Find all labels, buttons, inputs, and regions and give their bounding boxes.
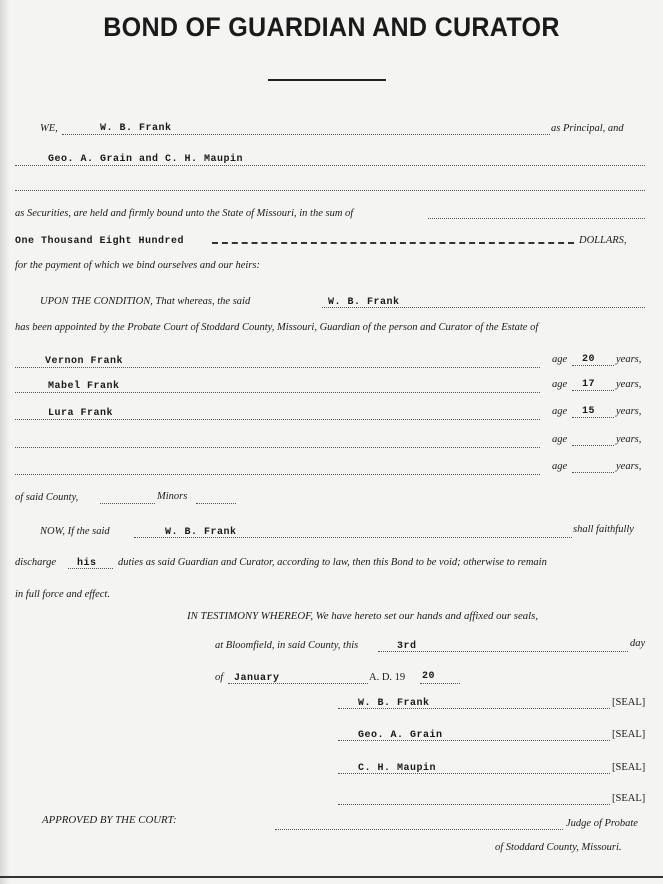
- scan-edge: [0, 0, 10, 884]
- minors-label: Minors: [157, 491, 188, 502]
- sum-dashes: [212, 242, 574, 244]
- securities-text: as Securities, are held and firmly bound unto the State of Missouri, in the sum of: [15, 208, 354, 219]
- day-value: 3rd: [397, 641, 417, 652]
- judge-line: [275, 828, 563, 830]
- signature-name: W. B. Frank: [358, 698, 430, 709]
- as-principal-label: as Principal, and: [551, 123, 624, 134]
- his-value: his: [77, 558, 97, 569]
- age-label: age: [552, 434, 568, 445]
- day-label: day: [630, 638, 646, 649]
- faithfully-label: shall faithfully: [573, 524, 634, 535]
- full-force-text: in full force and effect.: [15, 589, 110, 600]
- bottom-rule: [0, 876, 663, 878]
- ward-age: 17: [582, 379, 596, 390]
- of-stoddard-label: of Stoddard County, Missouri.: [495, 842, 622, 853]
- judge-label: Judge of Probate: [566, 818, 638, 829]
- seal-label: [SEAL]: [612, 697, 646, 708]
- ward-age: 15: [582, 406, 596, 417]
- age-label: age: [552, 379, 568, 390]
- years-label: years,: [616, 406, 642, 417]
- sum-line-end: [428, 217, 645, 219]
- testimony-text: IN TESTIMONY WHEREOF, We have hereto set our hands and affixed our seals,: [187, 610, 539, 622]
- of-label: of: [215, 672, 224, 683]
- document-title: BOND OF GUARDIAN AND CURATOR: [103, 12, 560, 42]
- years-label: years,: [616, 461, 642, 472]
- now-name: W. B. Frank: [165, 527, 237, 538]
- age-label: age: [552, 354, 568, 365]
- seal-label: [SEAL]: [612, 762, 646, 773]
- principal-name: W. B. Frank: [100, 123, 172, 134]
- approved-label: APPROVED BY THE COURT:: [42, 814, 177, 826]
- years-label: years,: [616, 379, 642, 390]
- seal-label: [SEAL]: [612, 793, 646, 804]
- ad-label: A. D. 19: [369, 672, 406, 683]
- now-text: NOW, If the said: [40, 526, 110, 537]
- seal-label: [SEAL]: [612, 729, 646, 740]
- years-label: years,: [616, 434, 642, 445]
- payment-text: for the payment of which we bind ourselves and our heirs:: [15, 260, 260, 271]
- ward-name: Mabel Frank: [48, 381, 120, 392]
- signature-name: C. H. Maupin: [358, 763, 437, 774]
- we-label: WE,: [40, 123, 58, 134]
- signature-name: Geo. A. Grain: [358, 730, 443, 741]
- sum-amount: One Thousand Eight Hundred: [15, 236, 185, 247]
- blank-line: [15, 189, 645, 191]
- condition-name: W. B. Frank: [328, 297, 400, 308]
- bloomfield-text: at Bloomfield, in said County, this: [215, 640, 359, 651]
- condition-text: UPON THE CONDITION, That whereas, the said: [40, 296, 251, 307]
- of-county-label: of said County,: [15, 492, 79, 503]
- age-label: age: [552, 406, 568, 417]
- month-value: January: [234, 673, 280, 684]
- ward-name: Lura Frank: [48, 408, 114, 419]
- appointed-text: has been appointed by the Probate Court of Stoddard County, Missouri, Guardian of the person and Curator of the Estate of: [15, 322, 539, 333]
- dollars-label: DOLLARS,: [579, 235, 627, 246]
- title-rule: [268, 79, 386, 81]
- discharge-label: discharge: [15, 557, 57, 568]
- duties-text: duties as said Guardian and Curator, according to law, then this Bond to be void; otherwise to remain: [118, 557, 547, 568]
- year-value: 20: [422, 671, 436, 682]
- ward-name: Vernon Frank: [45, 356, 124, 367]
- ward-age: 20: [582, 354, 596, 365]
- securities-names: Geo. A. Grain and C. H. Maupin: [48, 154, 244, 165]
- years-label: years,: [616, 354, 642, 365]
- age-label: age: [552, 461, 568, 472]
